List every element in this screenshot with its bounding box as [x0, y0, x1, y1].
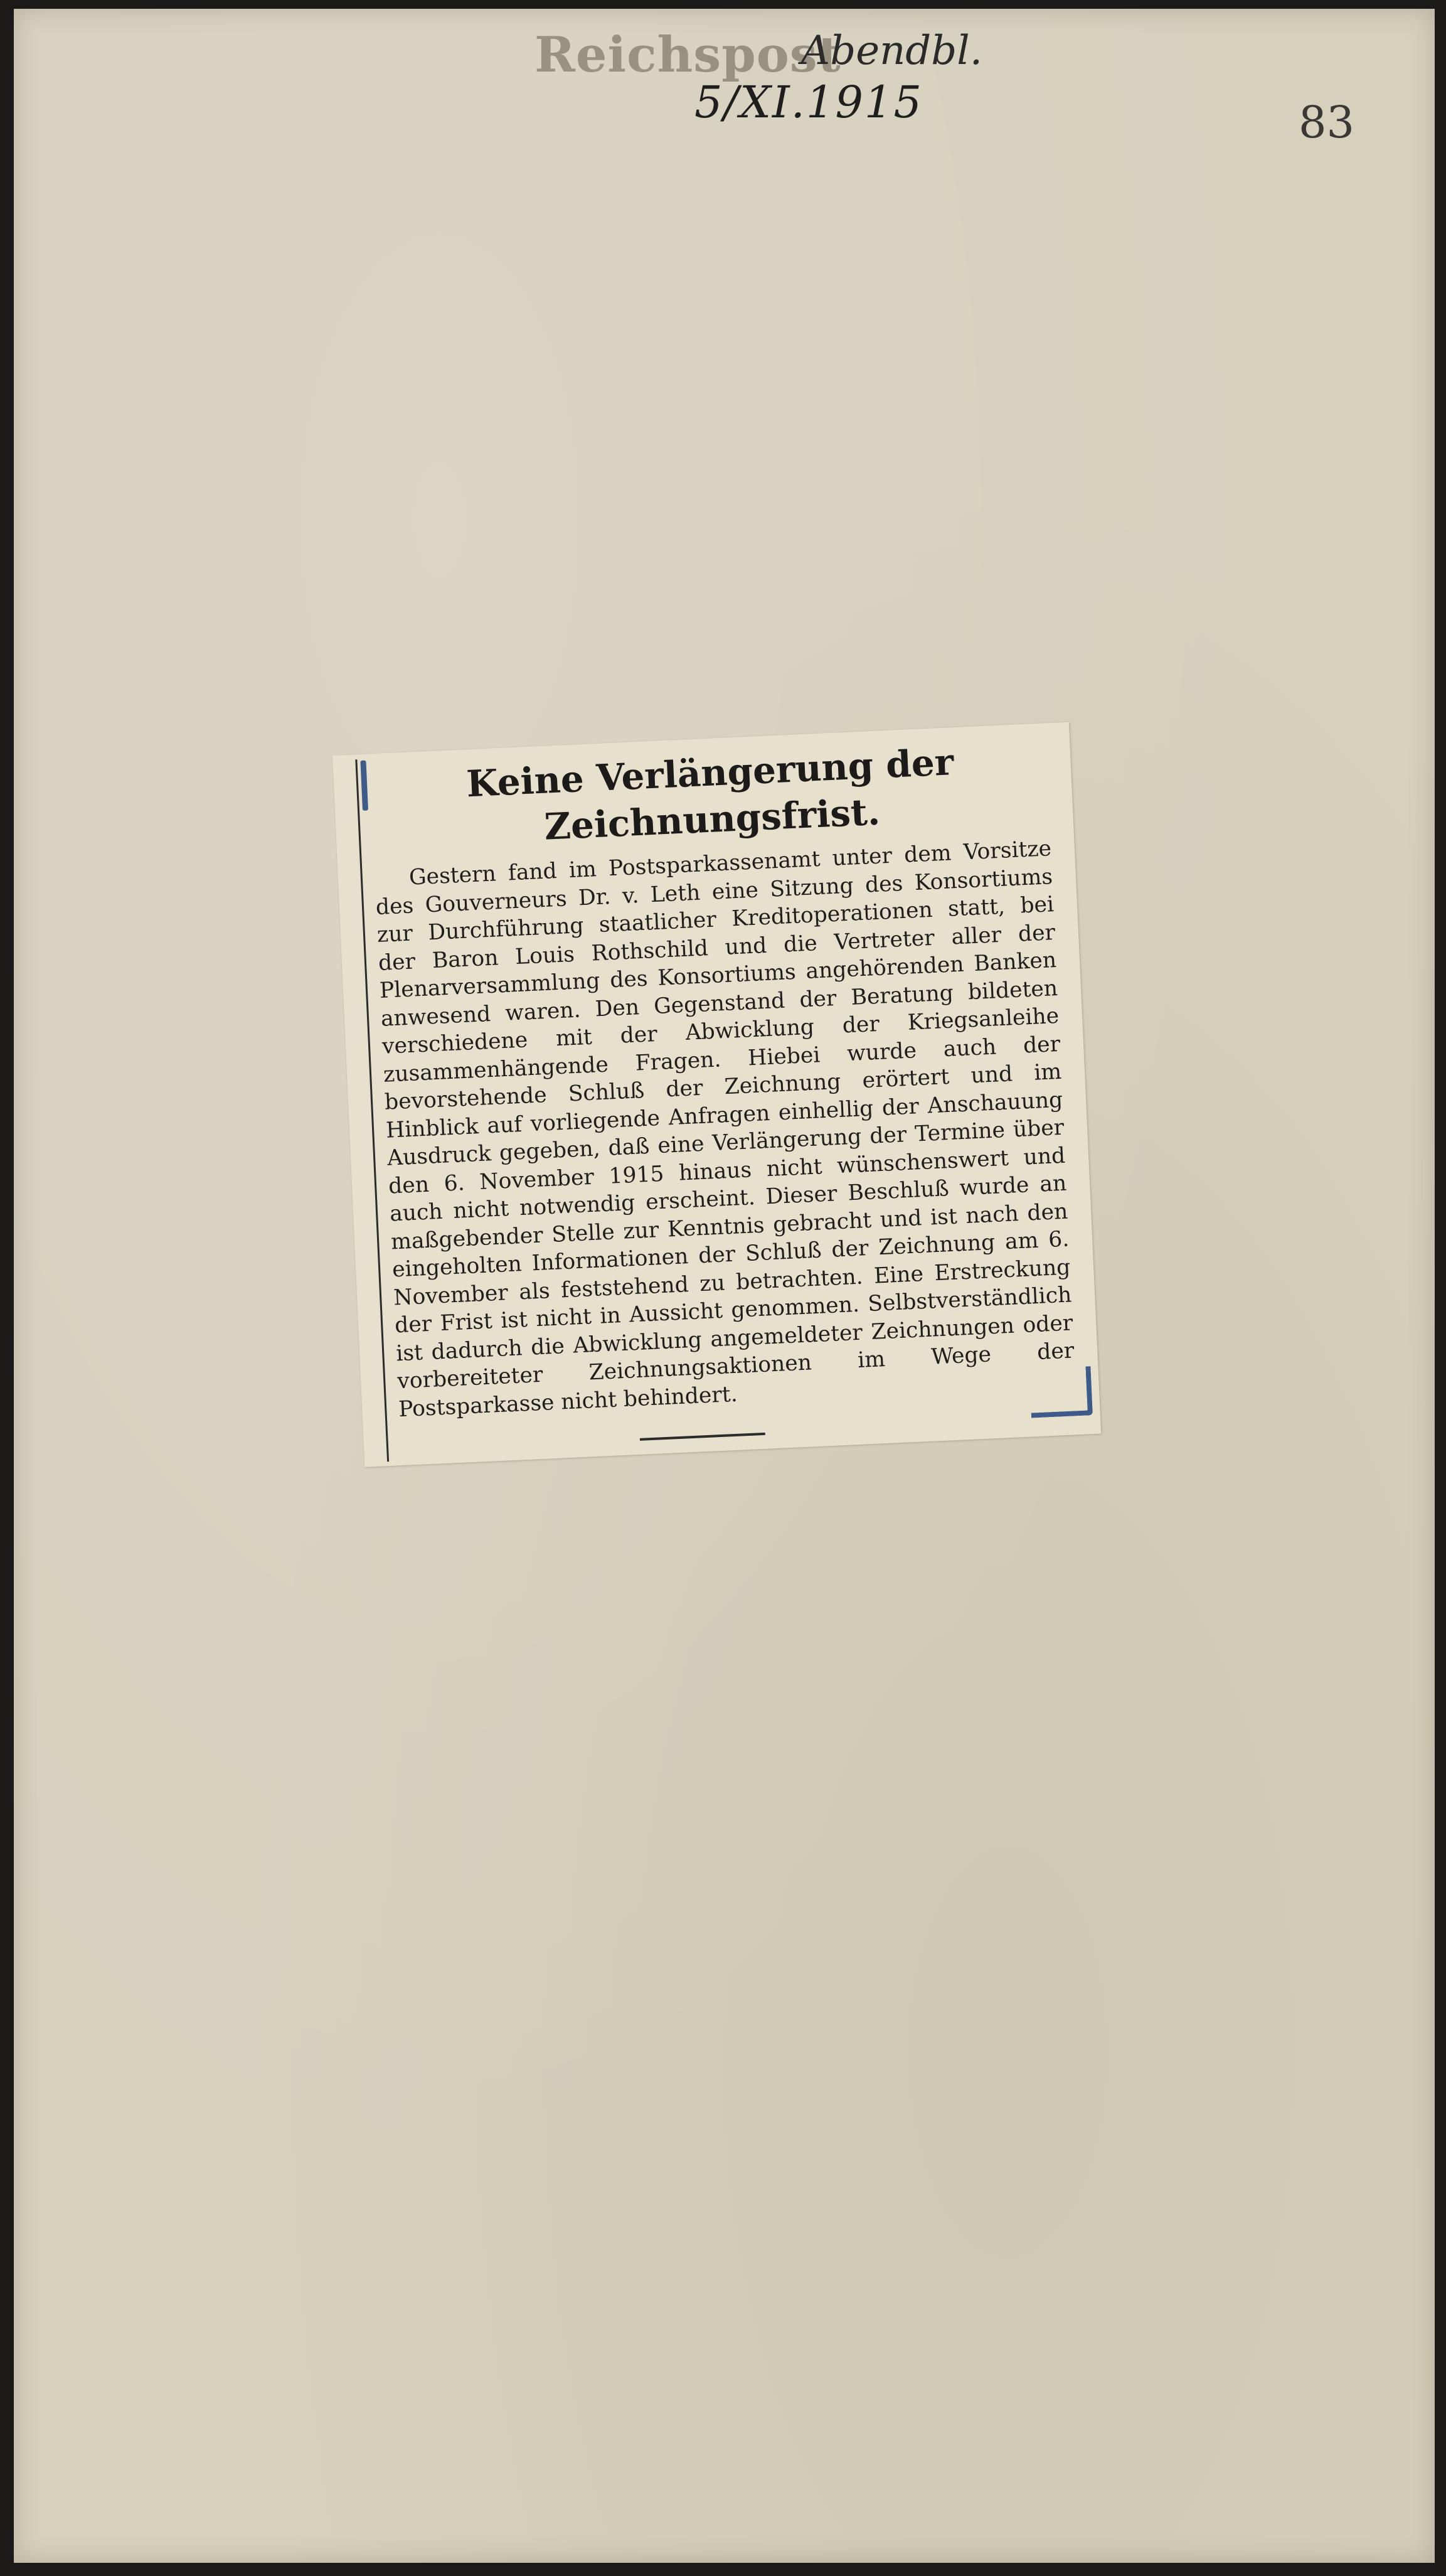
archive-sheet	[14, 9, 1435, 2563]
handwritten-date: 5/XI.1915	[694, 77, 923, 128]
folio-number: 83	[1299, 97, 1355, 148]
article-body: Gestern fand im Postsparkassenamt unter dem Vorsitze des Gouverneurs Dr. v. Leth eine Sitzung des Konsortiums zur Durchführung staatlicher Kreditoperationen statt, bei der Baron Louis Rothschild und die Vertreter aller der Plenarversammlung des Konsortiums angehörenden Banken anwesend waren. Den Gegenstand der Beratung bildeten verschiedene mit der Abwicklung der Kriegsanleihe zusammenhängende Fragen. Hiebei wurde auch der bevorstehende Schluß der Zeichnung erörtert und im Hinblick auf vorliegende Anfragen einhellig der Anschauung Ausdruck gegeben, daß eine Verlängerung der Termine über den 6. November 1915 hinaus nicht wünschenswert und auch nicht notwendig erscheint. Dieser Beschluß wurde an maßgebender Stelle zur Kenntnis gebracht und ist nach den eingeholten Informationen der Schluß der Zeichnung am 6. November als feststehend zu betrachten. Eine Erstreckung der Frist ist nicht in Aussicht genommen. Selbstverständlich ist dadurch die Abwicklung angemeldeter Zeichnungen oder vorbereiteter Zeichnungsaktionen im Wege der Postsparkasse nicht behindert.	[375, 836, 1075, 1422]
end-rule	[640, 1433, 765, 1441]
article-headline: Keine Verlängerung der Zeichnungsfrist.	[465, 740, 955, 848]
newspaper-stamp: Reichspost	[534, 26, 841, 83]
newspaper-clipping	[332, 722, 1101, 1467]
handwritten-edition-note: Abendbl.	[801, 28, 983, 74]
blue-pencil-mark-top	[360, 761, 368, 811]
